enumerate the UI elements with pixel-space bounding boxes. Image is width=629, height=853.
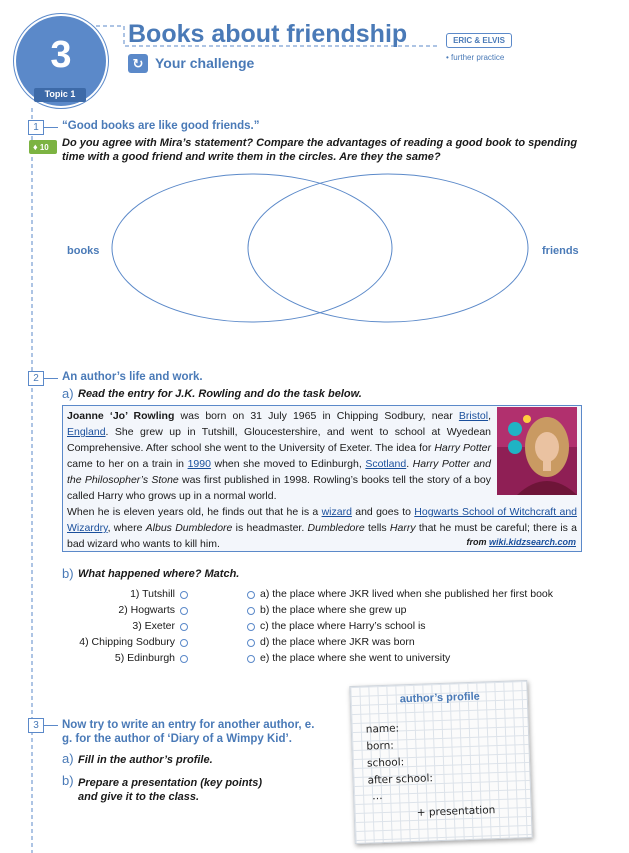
bulb-icon: ♦ (33, 142, 38, 152)
match-description-e: e) the place where she went to university (260, 652, 451, 664)
task-3b-letter: b) (62, 773, 74, 788)
entry-text: and goes to (351, 506, 415, 518)
entry-text: , where (107, 522, 146, 534)
profile-field-school[interactable]: school: (366, 756, 405, 770)
entry-text: when she moved to Edinburgh, (210, 458, 366, 470)
match-dot-left-2[interactable] (180, 607, 188, 615)
match-dot-right-e[interactable] (247, 655, 255, 663)
task-3a-instruction: Fill in the author’s profile. (78, 754, 213, 766)
section-1-number: 1 (28, 120, 44, 135)
match-dot-left-4[interactable] (180, 639, 188, 647)
match-place-2: 2) Hogwarts (118, 604, 175, 616)
venn-right-label: friends (542, 245, 579, 257)
match-dot-left-3[interactable] (180, 623, 188, 631)
section-2-heading: An author’s life and work. (62, 371, 203, 383)
task-b-letter: b) (62, 566, 74, 581)
entry-source (430, 537, 576, 547)
entry-text: When he is eleven years old, he finds out that he is a (67, 506, 322, 518)
entry-paragraph-1 (67, 408, 491, 504)
source-prefix: from (466, 537, 489, 547)
challenge-label: Your challenge (155, 55, 255, 71)
link-bristol[interactable]: Bristol (458, 410, 489, 422)
match-description-b: b) the place where she grew up (260, 604, 407, 616)
entry-italic: Dumbledore (307, 522, 365, 534)
match-place-5: 5) Edinburgh (114, 652, 175, 664)
match-place-1: 1) Tutshill (130, 588, 175, 600)
entry-text: came to her on a train in (67, 458, 188, 470)
topic-number: 3 (50, 34, 72, 76)
source-link[interactable]: wiki.kidzsearch.com (488, 537, 576, 547)
entry-italic: Albus Dumbledore (145, 522, 233, 534)
entry-text: was first published in 1998. Rowling’s books tell the story of a boy called Harry who grows up in a normal world. (67, 474, 491, 502)
venn-left-label: books (67, 245, 100, 257)
entry-text: was born on 31 July 1965 in Chipping Sodbury, near (174, 410, 459, 422)
venn-right-circle[interactable] (248, 174, 528, 322)
entry-italic: Harry Potter (434, 442, 491, 454)
task-b-instruction: What happened where? Match. (78, 568, 240, 580)
entry-name: Joanne ‘Jo’ Rowling (67, 410, 175, 422)
topic-label: Topic 1 (44, 89, 76, 99)
match-dot-right-d[interactable] (247, 639, 255, 647)
profile-field-name[interactable]: name: (365, 722, 400, 736)
entry-text: is headmaster. (232, 522, 308, 534)
author-profile-card[interactable] (349, 680, 532, 844)
task-3a-letter: a) (62, 751, 74, 766)
task-a-letter: a) (62, 386, 74, 401)
section-3-number: 3 (28, 718, 44, 733)
match-description-a: a) the place where JKR lived when she published her first book (260, 588, 553, 600)
profile-field-after-school[interactable]: after school: (367, 772, 434, 787)
profile-field-born[interactable]: born: (366, 739, 395, 753)
match-description-c: c) the place where Harry’s school is (260, 620, 426, 632)
link-scotland[interactable]: Scotland (365, 458, 407, 470)
match-dot-left-5[interactable] (180, 655, 188, 663)
task-3b-instruction: Prepare a presentation (key points) and give it to the class. (78, 777, 262, 803)
entry-text: tells (364, 522, 390, 534)
author-photo (497, 407, 577, 495)
match-dot-left-1[interactable] (180, 591, 188, 599)
entry-italic: Harry (389, 522, 416, 534)
link-wizard[interactable]: wizard (321, 506, 352, 518)
section-3-heading: Now try to write an entry for another author, e. g. for the author of ‘Diary of a Wimpy Kid’. (62, 719, 315, 745)
match-dot-right-a[interactable] (247, 591, 255, 599)
match-place-4: 4) Chipping Sodbury (79, 636, 175, 648)
section-2-number: 2 (28, 371, 44, 386)
section-1-heading: “Good books are like good friends.” (62, 120, 260, 132)
profile-footer: + presentation (416, 804, 496, 819)
entry-text: that he must be careful; there is a bad wizard who wants to kill him. (67, 522, 577, 550)
venn-diagram[interactable] (100, 170, 540, 330)
entry-text: , (488, 410, 492, 422)
task-a-instruction: Read the entry for J.K. Rowling and do the task below. (78, 388, 362, 400)
profile-field-more: … (371, 790, 383, 803)
difficulty-badge-value: 10 (39, 143, 49, 152)
link-1990[interactable]: 1990 (187, 458, 211, 470)
page-title: Books about friendship (128, 20, 408, 48)
link-england[interactable]: England (67, 426, 106, 438)
difficulty-badge (29, 140, 57, 154)
entry-text: . She grew up in Tutshill, Gloucestershire, and went to school at Wyedean Comprehensive. After school she went to the University of Exeter. The idea for (67, 426, 491, 454)
profile-title: author’s profile (399, 690, 480, 706)
entry-italic: Harry Potter and the Philosopher’s Stone (67, 458, 491, 486)
match-place-3: 3) Exeter (132, 620, 175, 632)
entry-text: . (406, 458, 413, 470)
venn-left-circle[interactable] (112, 174, 392, 322)
match-dot-right-b[interactable] (247, 607, 255, 615)
section-1-instruction: Do you agree with Mira’s statement? Compare the advantages of reading a good book to spending time with a good friend and write them in the circles. Are they the same? (62, 137, 578, 163)
match-dot-right-c[interactable] (247, 623, 255, 631)
match-description-d: d) the place where JKR was born (260, 636, 415, 648)
refresh-icon: ↻ (128, 54, 148, 73)
link-hogwarts[interactable]: Hogwarts School of Witchcraft and Wizardry (67, 506, 577, 534)
series-badge: ERIC & ELVIS (446, 33, 512, 48)
series-subtitle: • further practice (446, 53, 505, 62)
